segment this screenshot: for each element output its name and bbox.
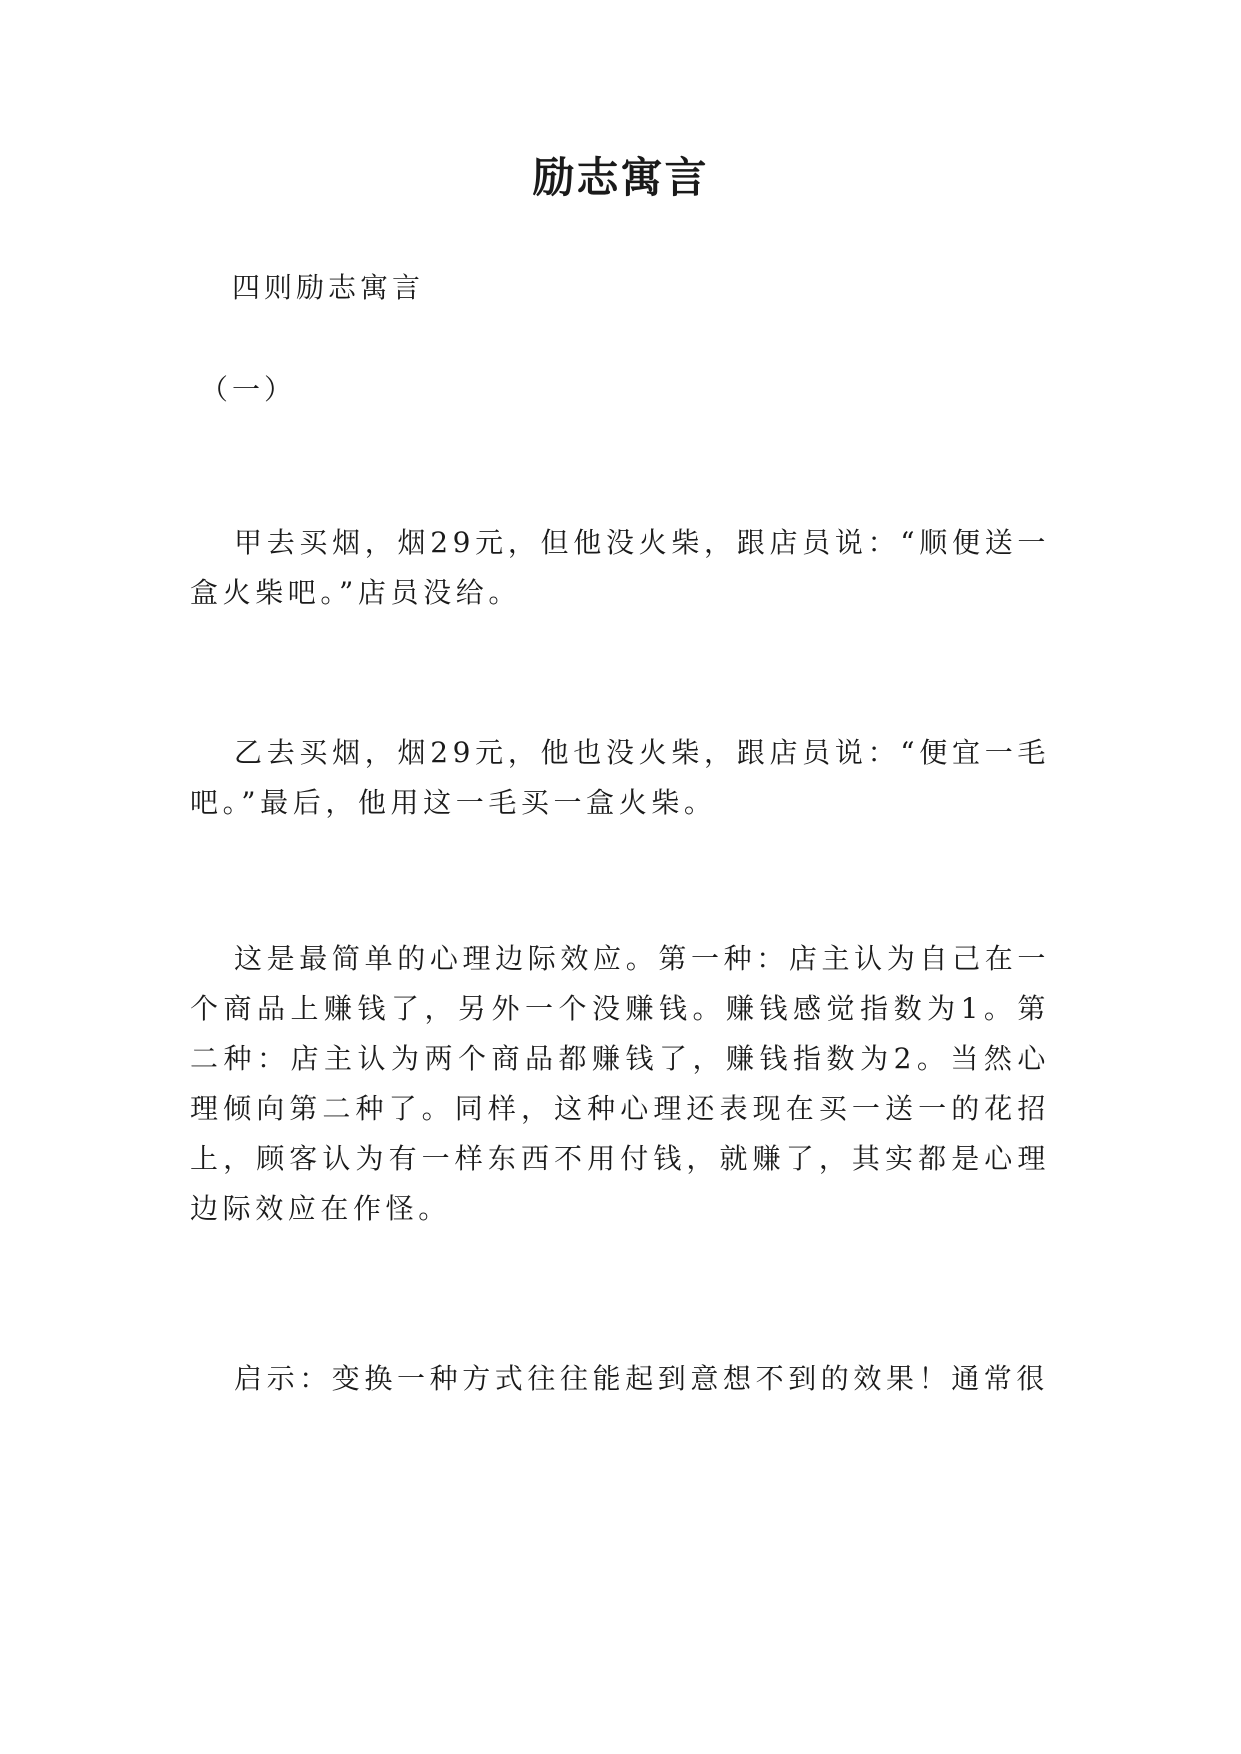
paragraph-3: 这是最简单的心理边际效应。第一种：店主认为自己在一个商品上赚钱了，另外一个没赚钱。赚钱感觉指数为1。第二种：店主认为两个商品都赚钱了，赚钱指数为2。当然心理倾向第二种了。同样，这种心理还表现在买一送一的花招上，顾客认为有一样东西不用付钱，就赚了，其实都是心理边际效应在作怪。 — [190, 942, 1050, 1225]
paragraph-1: 甲去买烟，烟29元，但他没火柴，跟店员说：“顺便送一盒火柴吧。”店员没给。 — [190, 526, 1050, 609]
section-heading: （一） — [200, 373, 297, 406]
paragraph-4: 启示：变换一种方式往往能起到意想不到的效果！通常很 — [234, 1362, 1050, 1395]
document-title: 励志寓言 — [532, 153, 709, 202]
subtitle: 四则励志寓言 — [232, 271, 425, 304]
paragraph-2: 乙去买烟，烟29元，他也没火柴，跟店员说：“便宜一毛吧。”最后，他用这一毛买一盒火柴。 — [190, 736, 1050, 819]
